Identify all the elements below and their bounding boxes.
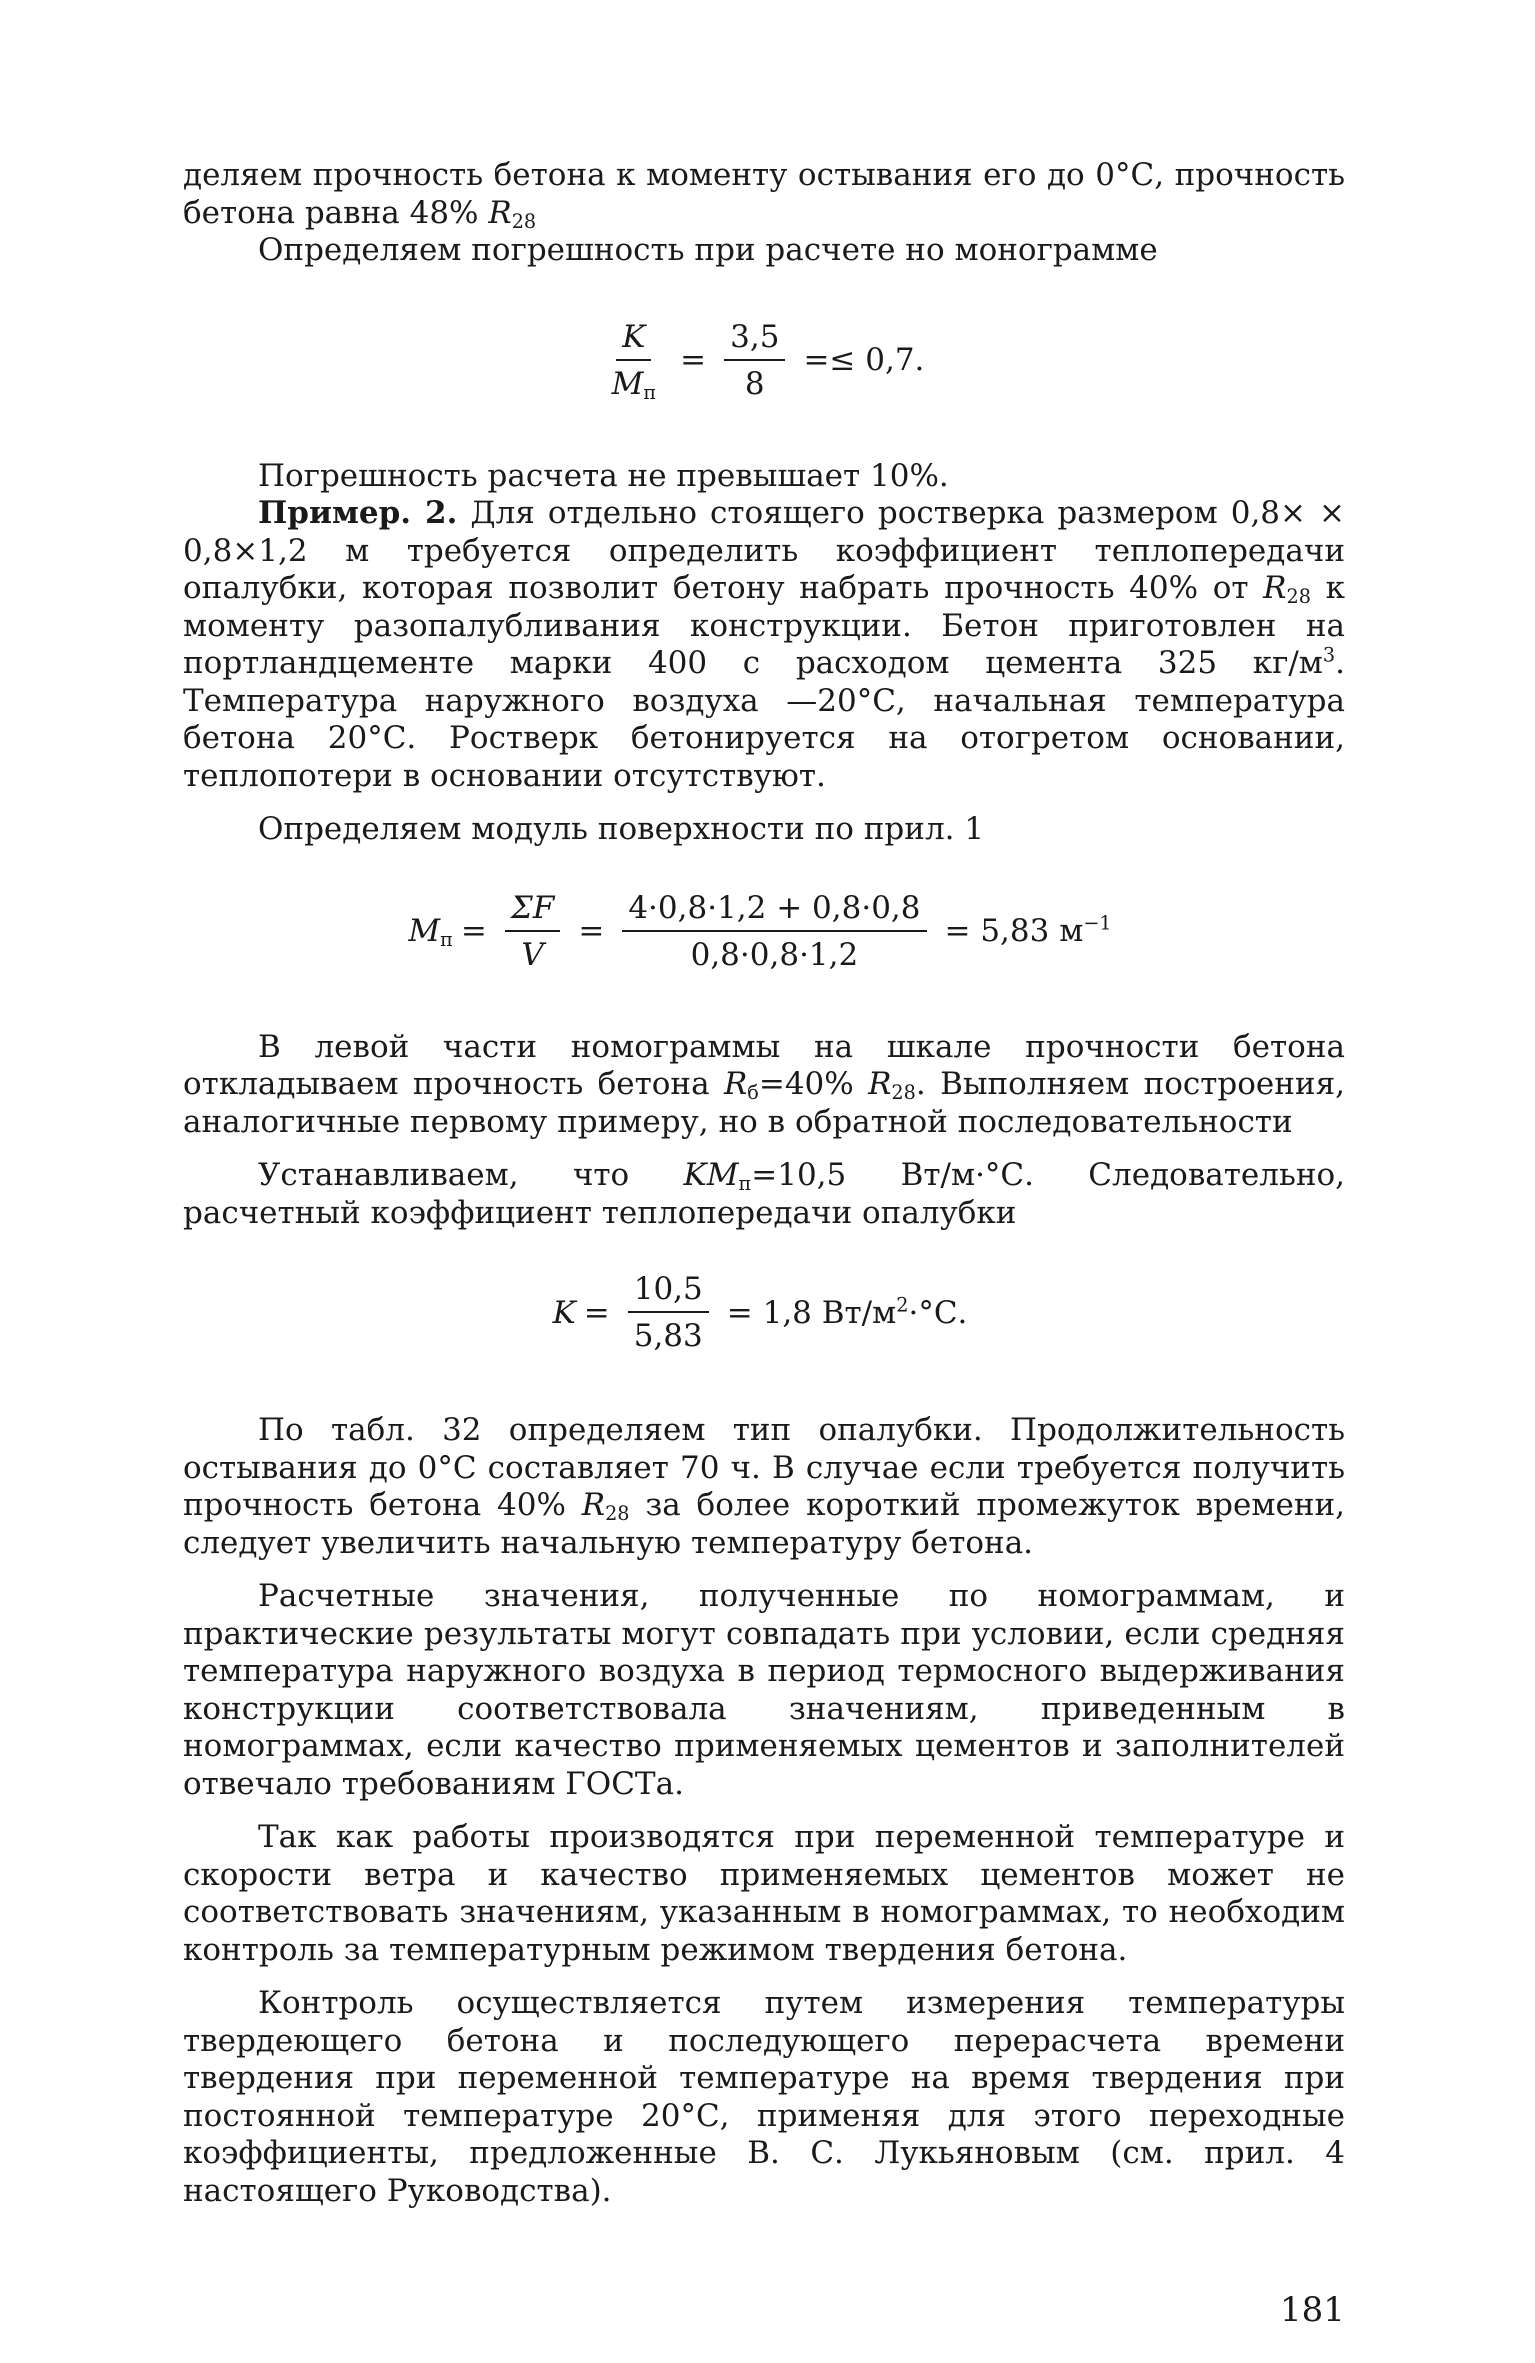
paragraph-1: деляем прочность бетона к моменту остывания его до 0°С, прочность бетона равна 48% $R_{28}$: [183, 157, 1345, 233]
formula-surface-modulus: $M_п$ = $\frac{\Sigma F}{V}$ = $\frac{4\cdot 0,8\cdot 1,2 + 0,8\cdot 0,8}{0,8\cdot 0,8\cdot 1,2}$ = 5,83 $м^{-1}$: [408, 889, 1112, 973]
paragraph-2: Определяем погрешность при расчете но монограмме: [258, 232, 1158, 268]
formula-heat-coefficient: K = $\frac{10,5}{5,83}$ = 1,8 $Вт/м^2\cdot^\circ С$.: [552, 1271, 968, 1354]
text-body: [183, 157, 1345, 2210]
paragraph-7: Устанавливаем, что $KM_п=10,5$ Вт/м·°С. Следовательно, расчетный коэффициент теплопередачи опалубки: [183, 1157, 1345, 1231]
paragraph-11: Контроль осуществляется путем измерения температуры твердеющего бетона и последующего перерасчета времени твердения при переменной температуре на время твердения при постоянной температуре 20°С, применяя для этого переходные коэффициенты, предложенные В. С. Лукьяновым (см. прил. 4 настоящего Руководства).: [183, 1985, 1345, 2209]
paragraph-8: По табл. 32 определяем тип опалубки. Продолжительность остывания до 0°С составляет 70 ч. В случае если требуется получить прочность бетона 40% $R_{28}$ за более короткий промежуток времени, следует увеличить начальную температуру бетона.: [183, 1412, 1345, 1561]
paragraph-5: Определяем модуль поверхности по прил. 1: [258, 811, 985, 847]
paragraph-6: В левой части номограммы на шкале прочности бетона откладываем прочность бетона $R_б=40\%$ $R_{28}$. Выполняем построения, аналогичные первому примеру, но в обратной последовательности: [183, 1028, 1345, 1140]
example-label: Пример. 2.: [258, 495, 458, 531]
paragraph-example-2: Пример. 2. Для отдельно стоящего ростверка размером 0,8× × 0,8×1,2 м требуется определить коэффициент теплопередачи опалубки, которая позволит бетону набрать прочность 40% от $R_{28}$ к моменту разопалубливания конструкции. Бетон приготовлен на портландцементе марки 400 с расходом цемента 325 $кг/м^3$. Температура наружного воздуха —20°С, начальная температура бетона 20°С. Ростверк бетонируется на отогретом основании, теплопотери в основании отсутствуют.: [183, 495, 1345, 794]
page-number: 181: [1280, 2290, 1345, 2330]
paragraph-9: Расчетные значения, полученные по номограммам, и практические результаты могут совпадать при условии, если средняя температура наружного воздуха в период термосного выдерживания конструкции соответствовала значениям, приведенным в номограммах, если качество применяемых цементов и заполнителей отвечало требованиям ГОСТа.: [183, 1578, 1345, 1802]
paragraph-3: Погрешность расчета не превышает 10%.: [258, 457, 949, 494]
formula-k-over-m: $\frac{K}{M_п}$ = $\frac{3,5}{8}$ =≤ 0,7.: [611, 318, 925, 404]
paragraph-10: Так как работы производятся при переменной температуре и скорости ветра и качество применяемых цементов может не соответствовать значениям, указанным в номограммах, то необходим контроль за температурным режимом твердения бетона.: [183, 1819, 1345, 1968]
